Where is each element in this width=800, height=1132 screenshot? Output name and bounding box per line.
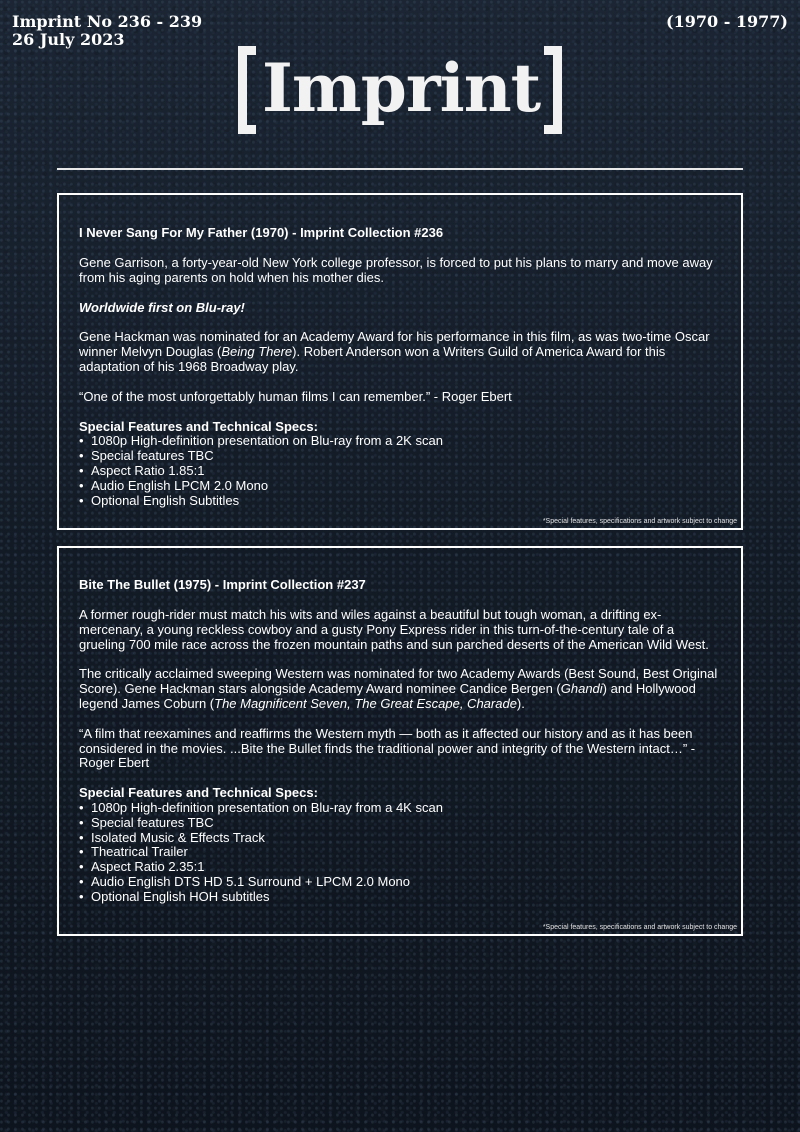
header-left	[12, 13, 202, 49]
spec-item: • Optional English Subtitles	[79, 494, 721, 509]
info-film-titles: The Magnificent Seven, The Great Escape, Charade	[214, 695, 517, 711]
info-text: ) and Hollywood legend James Coburn (	[79, 681, 696, 711]
spec-item: • Special features TBC	[79, 816, 721, 831]
release-highlight: Worldwide first on Blu-ray!	[79, 299, 245, 315]
disclaimer: *Special features, specifications and artwork subject to change	[542, 518, 737, 525]
spec-item: • 1080p High-definition presentation on Blu-ray from a 2K scan	[79, 434, 721, 449]
spec-item: • Isolated Music & Effects Track	[79, 831, 721, 846]
logo-wordmark: Imprint	[262, 49, 541, 127]
info-text: The critically acclaimed sweeping Western was nominated for two Academy Awards (Best Sound, Best Original Score). Gene Hackman stars alongside Academy Award nominee Candice Bergen (	[79, 666, 718, 697]
spec-item: • Special features TBC	[79, 449, 721, 464]
spec-item: • Theatrical Trailer	[79, 845, 721, 860]
info-text: ). Robert Anderson won a Writers Guild of America Award for this adaptation of his 1968 Broadway play.	[79, 344, 666, 374]
header-divider	[57, 168, 743, 170]
spec-item: • Aspect Ratio 1.85:1	[79, 464, 721, 479]
logo-bracket-right	[544, 46, 562, 134]
info-film-title: Ghandi	[560, 681, 603, 697]
spec-item: • Aspect Ratio 2.35:1	[79, 860, 721, 875]
imprint-numbers: Imprint No 236 - 239	[12, 12, 203, 31]
year-range: (1970 - 1977)	[666, 12, 788, 31]
spec-item: • Audio English DTS HD 5.1 Surround + LPCM 2.0 Mono	[79, 875, 721, 890]
imprint-logo	[238, 42, 562, 138]
info-text: Gene Hackman was nominated for an Academy Award for his performance in this film, as was two-time Oscar winner Melvyn Douglas (	[79, 329, 710, 360]
info-film-title: Being There	[221, 344, 293, 360]
disclaimer: *Special features, specifications and artwork subject to change	[542, 924, 737, 931]
specs-list	[79, 801, 721, 905]
release-info	[79, 667, 721, 711]
specs-title: Special Features and Technical Specs:	[79, 418, 318, 434]
release-date: 26 July 2023	[12, 30, 125, 49]
release-title: Bite The Bullet (1975) - Imprint Collection #237	[79, 577, 366, 592]
info-text: ).	[516, 695, 525, 711]
logo-bracket-left	[238, 46, 256, 134]
specs-title: Special Features and Technical Specs:	[79, 785, 318, 801]
release-card-237	[57, 546, 743, 936]
release-synopsis: Gene Garrison, a forty-year-old New York college professor, is forced to put his plans to marry and move away from his aging parents on hold when his mother dies.	[79, 255, 713, 285]
spec-item: • Optional English HOH subtitles	[79, 890, 721, 905]
release-synopsis: A former rough-rider must match his wits and wiles against a beautiful but tough woman, a drifting ex-mercenary, a young reckless cowboy and a gusty Pony Express rider in this turn-of-the-century tale of a grueling 700 mile race across the frozen mountain paths and sun parched deserts of the American Wild West.	[79, 607, 709, 652]
release-info	[79, 330, 721, 374]
spec-item: • 1080p High-definition presentation on Blu-ray from a 4K scan	[79, 801, 721, 816]
release-card-236	[57, 193, 743, 530]
release-quote: “A film that reexamines and reaffirms the Western myth — both as it affected our history and as it has been considered in the movies. ...Bite the Bullet finds the traditional power and integrity of the Western intact…” - Roger Ebert	[79, 725, 696, 771]
specs-list	[79, 434, 721, 508]
release-quote: “One of the most unforgettably human films I can remember.” - Roger Ebert	[79, 388, 512, 404]
release-title: I Never Sang For My Father (1970) - Imprint Collection #236	[79, 225, 444, 240]
spec-item: • Audio English LPCM 2.0 Mono	[79, 479, 721, 494]
